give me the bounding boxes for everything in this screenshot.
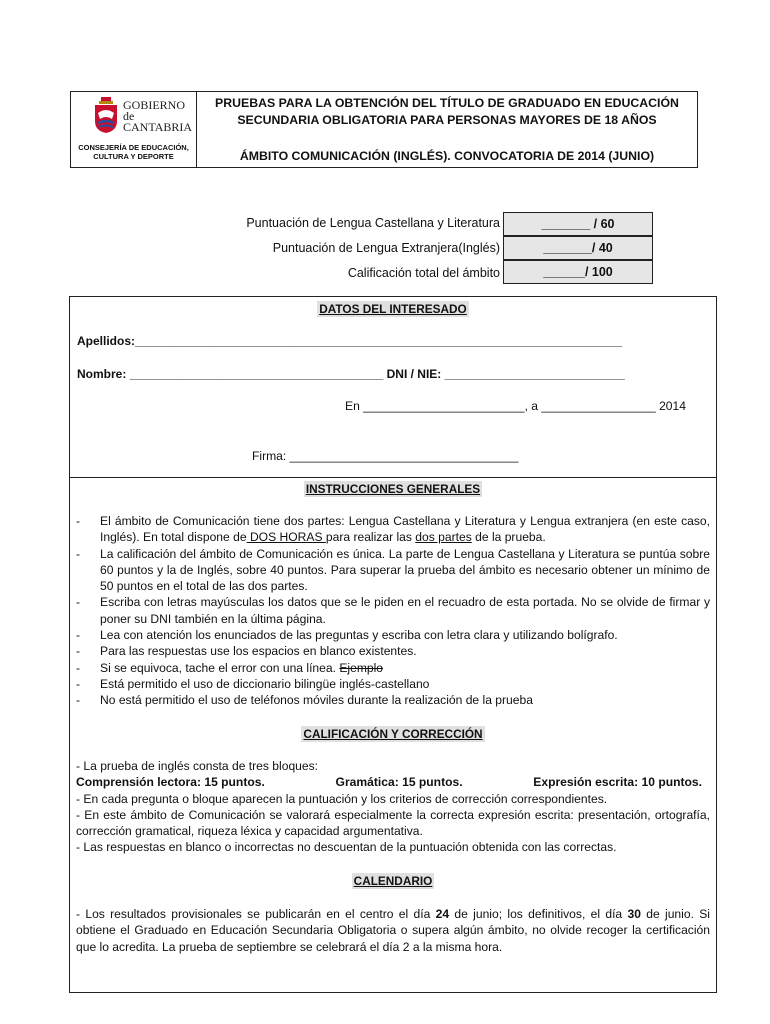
datos-title-text: DATOS DEL INTERESADO [319, 302, 467, 316]
list-item: - No está permitido el uso de teléfonos móviles durante la realización de la prueba [76, 692, 710, 708]
score-label-castellano: Puntuación de Lengua Castellana y Literatura [246, 216, 500, 230]
instrucciones-title [69, 482, 717, 496]
bloque-gramatica: Gramática: 15 puntos. [335, 775, 463, 790]
section-divider [69, 477, 717, 478]
consejeria-line1: CONSEJERÍA DE EDUCACIÓN, [78, 143, 189, 152]
calificacion-body [76, 758, 710, 856]
list-item: - Para las respuestas use los espacios en blanco existentes. [76, 643, 710, 659]
instrucciones-list-wrap [76, 513, 710, 709]
firma-field[interactable]: Firma: __________________________________ [252, 449, 519, 463]
consejeria-line2: CULTURA Y DEPORTE [93, 152, 174, 161]
exam-title-line2: SECUNDARIA OBLIGATORIA PARA PERSONAS MAYORES DE 18 AÑOS [237, 113, 657, 127]
consejeria-label [73, 143, 194, 161]
score-cell-ingles: _______/ 40 [503, 236, 653, 260]
calificacion-line4: - Las respuestas en blanco o incorrectas no descuentan de la puntuación obtenida con las correctas. [76, 840, 617, 855]
exam-subtitle: ÁMBITO COMUNICACIÓN (INGLÉS). CONVOCATORIA DE 2014 (JUNIO) [239, 149, 655, 163]
calendario-body: - Los resultados provisionales se publicarán en el centro el día 24 de junio; los definitivos, el día 30 de junio. Si obtiene el Graduado en Educación Secundaria Obligatoria o supera algún ámbito, no olvide recoger la certificación que lo acredita. La prueba de septiembre se celebrará el día 2 a la misma hora. [76, 907, 710, 954]
fecha-field[interactable]: En ________________________, a _________________ 2014 [345, 399, 686, 413]
bloque-comprension: Comprensión lectora: 15 puntos. [76, 775, 265, 790]
calificacion-title-text: CALIFICACIÓN Y CORRECCIÓN [303, 727, 483, 741]
list-item: - Escriba con letras mayúsculas los datos que se le piden en el recuadro de esta portada. No se olvide de firmar y poner su DNI también en la última página. [76, 594, 710, 627]
list-item: - Si se equivoca, tache el error con una línea. Ejemplo [76, 660, 710, 676]
list-item: - El ámbito de Comunicación tiene dos partes: Lengua Castellana y Literatura y Lengua extranjera (en este caso, Inglés). En total dispone de DOS HORAS para realizar las dos partes de la prueba. [76, 513, 710, 546]
datos-title [69, 302, 717, 316]
list-item: - Está permitido el uso de diccionario bilingüe inglés-castellano [76, 676, 710, 692]
calendario-title [69, 874, 717, 888]
list-item: - Lea con atención los enunciados de las preguntas y escriba con letra clara y utilizando bolígrafo. [76, 627, 710, 643]
score-label-total: Calificación total del ámbito [347, 266, 500, 280]
score-label-ingles: Puntuación de Lengua Extranjera(Inglés) [272, 241, 500, 255]
logo-cell [71, 92, 197, 167]
calificacion-line3: - En este ámbito de Comunicación se valorará especialmente la correcta expresión escrita: presentación, ortografía, corrección gramatical, riqueza léxica y capacidad argumentativa. [76, 807, 710, 839]
instrucciones-title-text: INSTRUCCIONES GENERALES [305, 482, 481, 496]
calificacion-line2: - En cada pregunta o bloque aparecen la puntuación y los criterios de corrección correspondientes. [76, 791, 608, 806]
header-box [70, 91, 698, 168]
calificacion-title [69, 727, 717, 741]
logo-text-de: de [123, 109, 135, 123]
apellidos-field[interactable]: Apellidos:_________________________________________________________________________ [77, 334, 623, 348]
score-cell-castellano: _______ / 60 [503, 212, 653, 236]
exam-title-line1: PRUEBAS PARA LA OBTENCIÓN DEL TÍTULO DE GRADUADO EN EDUCACIÓN [215, 96, 679, 110]
calendario-title-text: CALENDARIO [353, 874, 433, 888]
ejemplo-strike: Ejemplo [339, 660, 384, 675]
nombre-dni-field[interactable]: Nombre: ______________________________________ DNI / NIE: ___________________________ [77, 367, 625, 381]
logo-text-gobierno: GOBIERNO [123, 98, 185, 112]
logo-text-cantabria: CANTABRIA [123, 120, 193, 134]
calificacion-intro: - La prueba de inglés consta de tres bloques: [76, 759, 319, 773]
instrucciones-list [76, 513, 710, 709]
bloque-expresion: Expresión escrita: 10 puntos. [533, 775, 702, 790]
coat-of-arms-icon [93, 97, 119, 133]
list-item: - La calificación del ámbito de Comunicación es única. La parte de Lengua Castellana y Literatura se puntúa sobre 60 puntos y la de Inglés, sobre 40 puntos. Para superar la prueba del ámbito es necesario obtener un mínimo de 50 puntos en el total de las dos partes. [76, 546, 710, 595]
score-cell-total: ______/ 100 [503, 260, 653, 284]
bloques-row [76, 774, 710, 790]
